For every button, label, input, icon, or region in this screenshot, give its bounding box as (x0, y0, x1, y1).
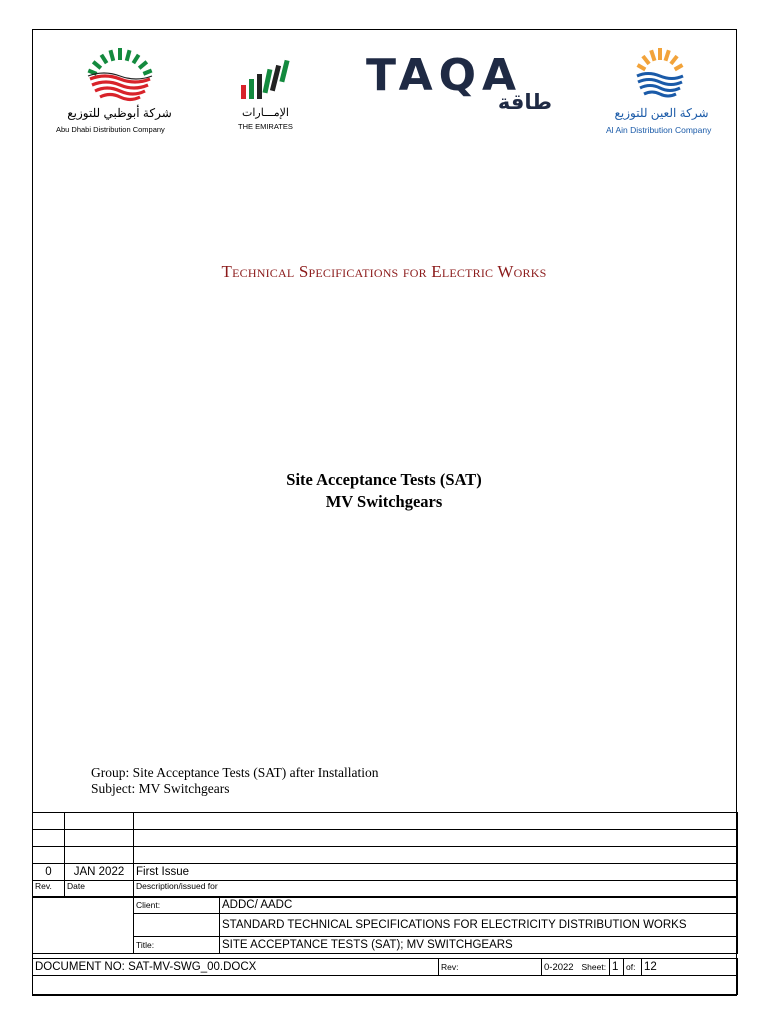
addc-emblem-icon (80, 46, 160, 106)
title-label: Title: (134, 937, 220, 954)
table-row (33, 976, 738, 995)
aadc-arabic-name: شركة العين للتوزيع (614, 106, 709, 120)
series-value: STANDARD TECHNICAL SPECIFICATIONS FOR ELECTRICITY DISTRIBUTION WORKS (220, 914, 738, 937)
rev-label: Rev: (439, 959, 542, 976)
subject-line: Subject: MV Switchgears (91, 781, 230, 796)
rev-value: 0-2022 (542, 959, 580, 976)
rev-header: Rev. (33, 881, 65, 898)
table-row (33, 830, 738, 847)
emirates-logo (237, 57, 297, 105)
client-label: Client: (134, 897, 220, 914)
emirates-arabic-name: الإمـــارات (242, 107, 289, 119)
rev-cell: 0 (33, 864, 65, 881)
table-row (33, 937, 738, 954)
of-label: of: (624, 959, 642, 976)
title-value: SITE ACCEPTANCE TESTS (SAT); MV SWITCHGEARS (220, 937, 738, 954)
of-value: 12 (642, 959, 738, 976)
emirates-english-name: THE EMIRATES (238, 122, 293, 131)
taqa-arabic-wordmark: طاقة (497, 90, 552, 114)
main-title: Technical Specifications for Electric Works (221, 262, 547, 281)
date-cell: JAN 2022 (65, 864, 134, 881)
addc-english-name: Abu Dhabi Distribution Company (56, 125, 165, 134)
table-header-row (33, 881, 738, 898)
document-title-line-1: Site Acceptance Tests (SAT) (286, 470, 482, 489)
aadc-emblem-icon (633, 46, 687, 104)
sheet-value: 1 (610, 959, 624, 976)
table-row (33, 813, 738, 830)
group-line: Group: Site Acceptance Tests (SAT) after Installation (91, 765, 379, 780)
taqa-latin-wordmark: TAQA (366, 50, 523, 101)
client-value: ADDC/ AADC (220, 897, 738, 914)
table-row (33, 914, 738, 937)
revision-table (32, 812, 738, 898)
info-table (32, 896, 738, 954)
document-number: DOCUMENT NO: SAT-MV-SWG_00.DOCX (33, 959, 439, 976)
table-row (33, 959, 738, 976)
description-cell: First Issue (134, 864, 738, 881)
addc-arabic-name: شركة أبوظبي للتوزيع (67, 106, 172, 120)
addc-logo (80, 46, 160, 106)
aadc-logo (633, 46, 687, 104)
document-number-table (32, 958, 738, 995)
description-header: Description/issued for (134, 881, 738, 898)
date-header: Date (65, 881, 134, 898)
table-row (33, 847, 738, 864)
emirates-emblem-icon (237, 57, 297, 105)
taqa-logo (366, 50, 554, 120)
table-row (33, 897, 738, 914)
sheet-label: Sheet: (580, 959, 610, 976)
table-row (33, 864, 738, 881)
aadc-english-name: Al Ain Distribution Company (606, 125, 712, 135)
document-title-line-2: MV Switchgears (325, 492, 443, 511)
